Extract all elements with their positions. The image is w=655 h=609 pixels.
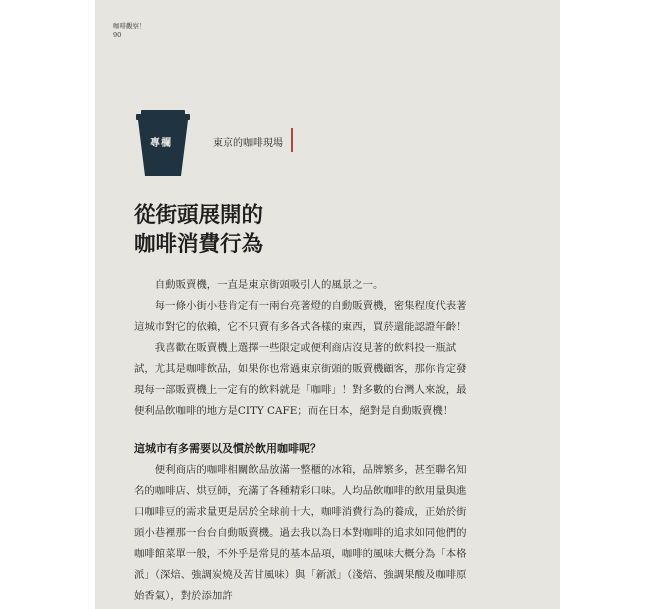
- article-title: [134, 201, 263, 259]
- paragraph: 自動販賣機，一直是東京街頭吸引人的風景之一。: [154, 279, 384, 291]
- paragraph: 便利商店的咖啡相關飲品放滿一整櫃的冰箱，品牌繁多，甚至聯名知名的咖啡店、烘豆師，充滿了各種精彩口味。人均品飲咖啡的飲用量與進口咖啡豆的需求量更是居於全球前十大，咖啡消費行為的養成，正始於街頭小巷裡那一台台自動販賣機。過去我以為日本對咖啡的追求如同他們的咖啡館菜單一般，不外乎是常見的基本品項，咖啡的風味大概分為「本格派」（深焙、強調炭燒及苦甘風味）與「新派」（淺焙、強調果酸及咖啡原始香氣），對於添加許: [134, 464, 467, 602]
- paragraph: 每一條小街小巷肯定有一兩台亮著燈的自動販賣機，密集程度代表著這城市對它的依賴，它不只賣有多各式各樣的東西，買菸還能認證年齡！: [134, 300, 467, 333]
- column-name: 東京的咖啡現場: [213, 138, 283, 149]
- body-text: [134, 275, 474, 422]
- accent-divider: [291, 128, 293, 152]
- title-line-1: 從街頭展開的: [134, 203, 264, 228]
- page-number: 90: [113, 31, 122, 39]
- paragraph: 我喜歡在販賣機上選擇一些限定或便利商店沒見著的飲料投一瓶試試，尤其是咖啡飲品，如果你也常過東京街頭的販賣機顧客，那你肯定發現每一部販賣機上一定有的飲料就是「咖啡」！對多數的台灣人來說，最便利品飲咖啡的地方是CITY CAFE；而在日本，絕對是自動販賣機！: [134, 342, 467, 417]
- section-body: [134, 460, 474, 607]
- running-head: [113, 22, 146, 40]
- title-line-2: 咖啡消費行為: [134, 232, 264, 257]
- column-badge: 專欄: [150, 138, 172, 149]
- section-heading: 這城市有多需要以及慣於飲用咖啡呢？: [134, 442, 321, 455]
- book-title: 咖啡觀察！: [113, 22, 146, 30]
